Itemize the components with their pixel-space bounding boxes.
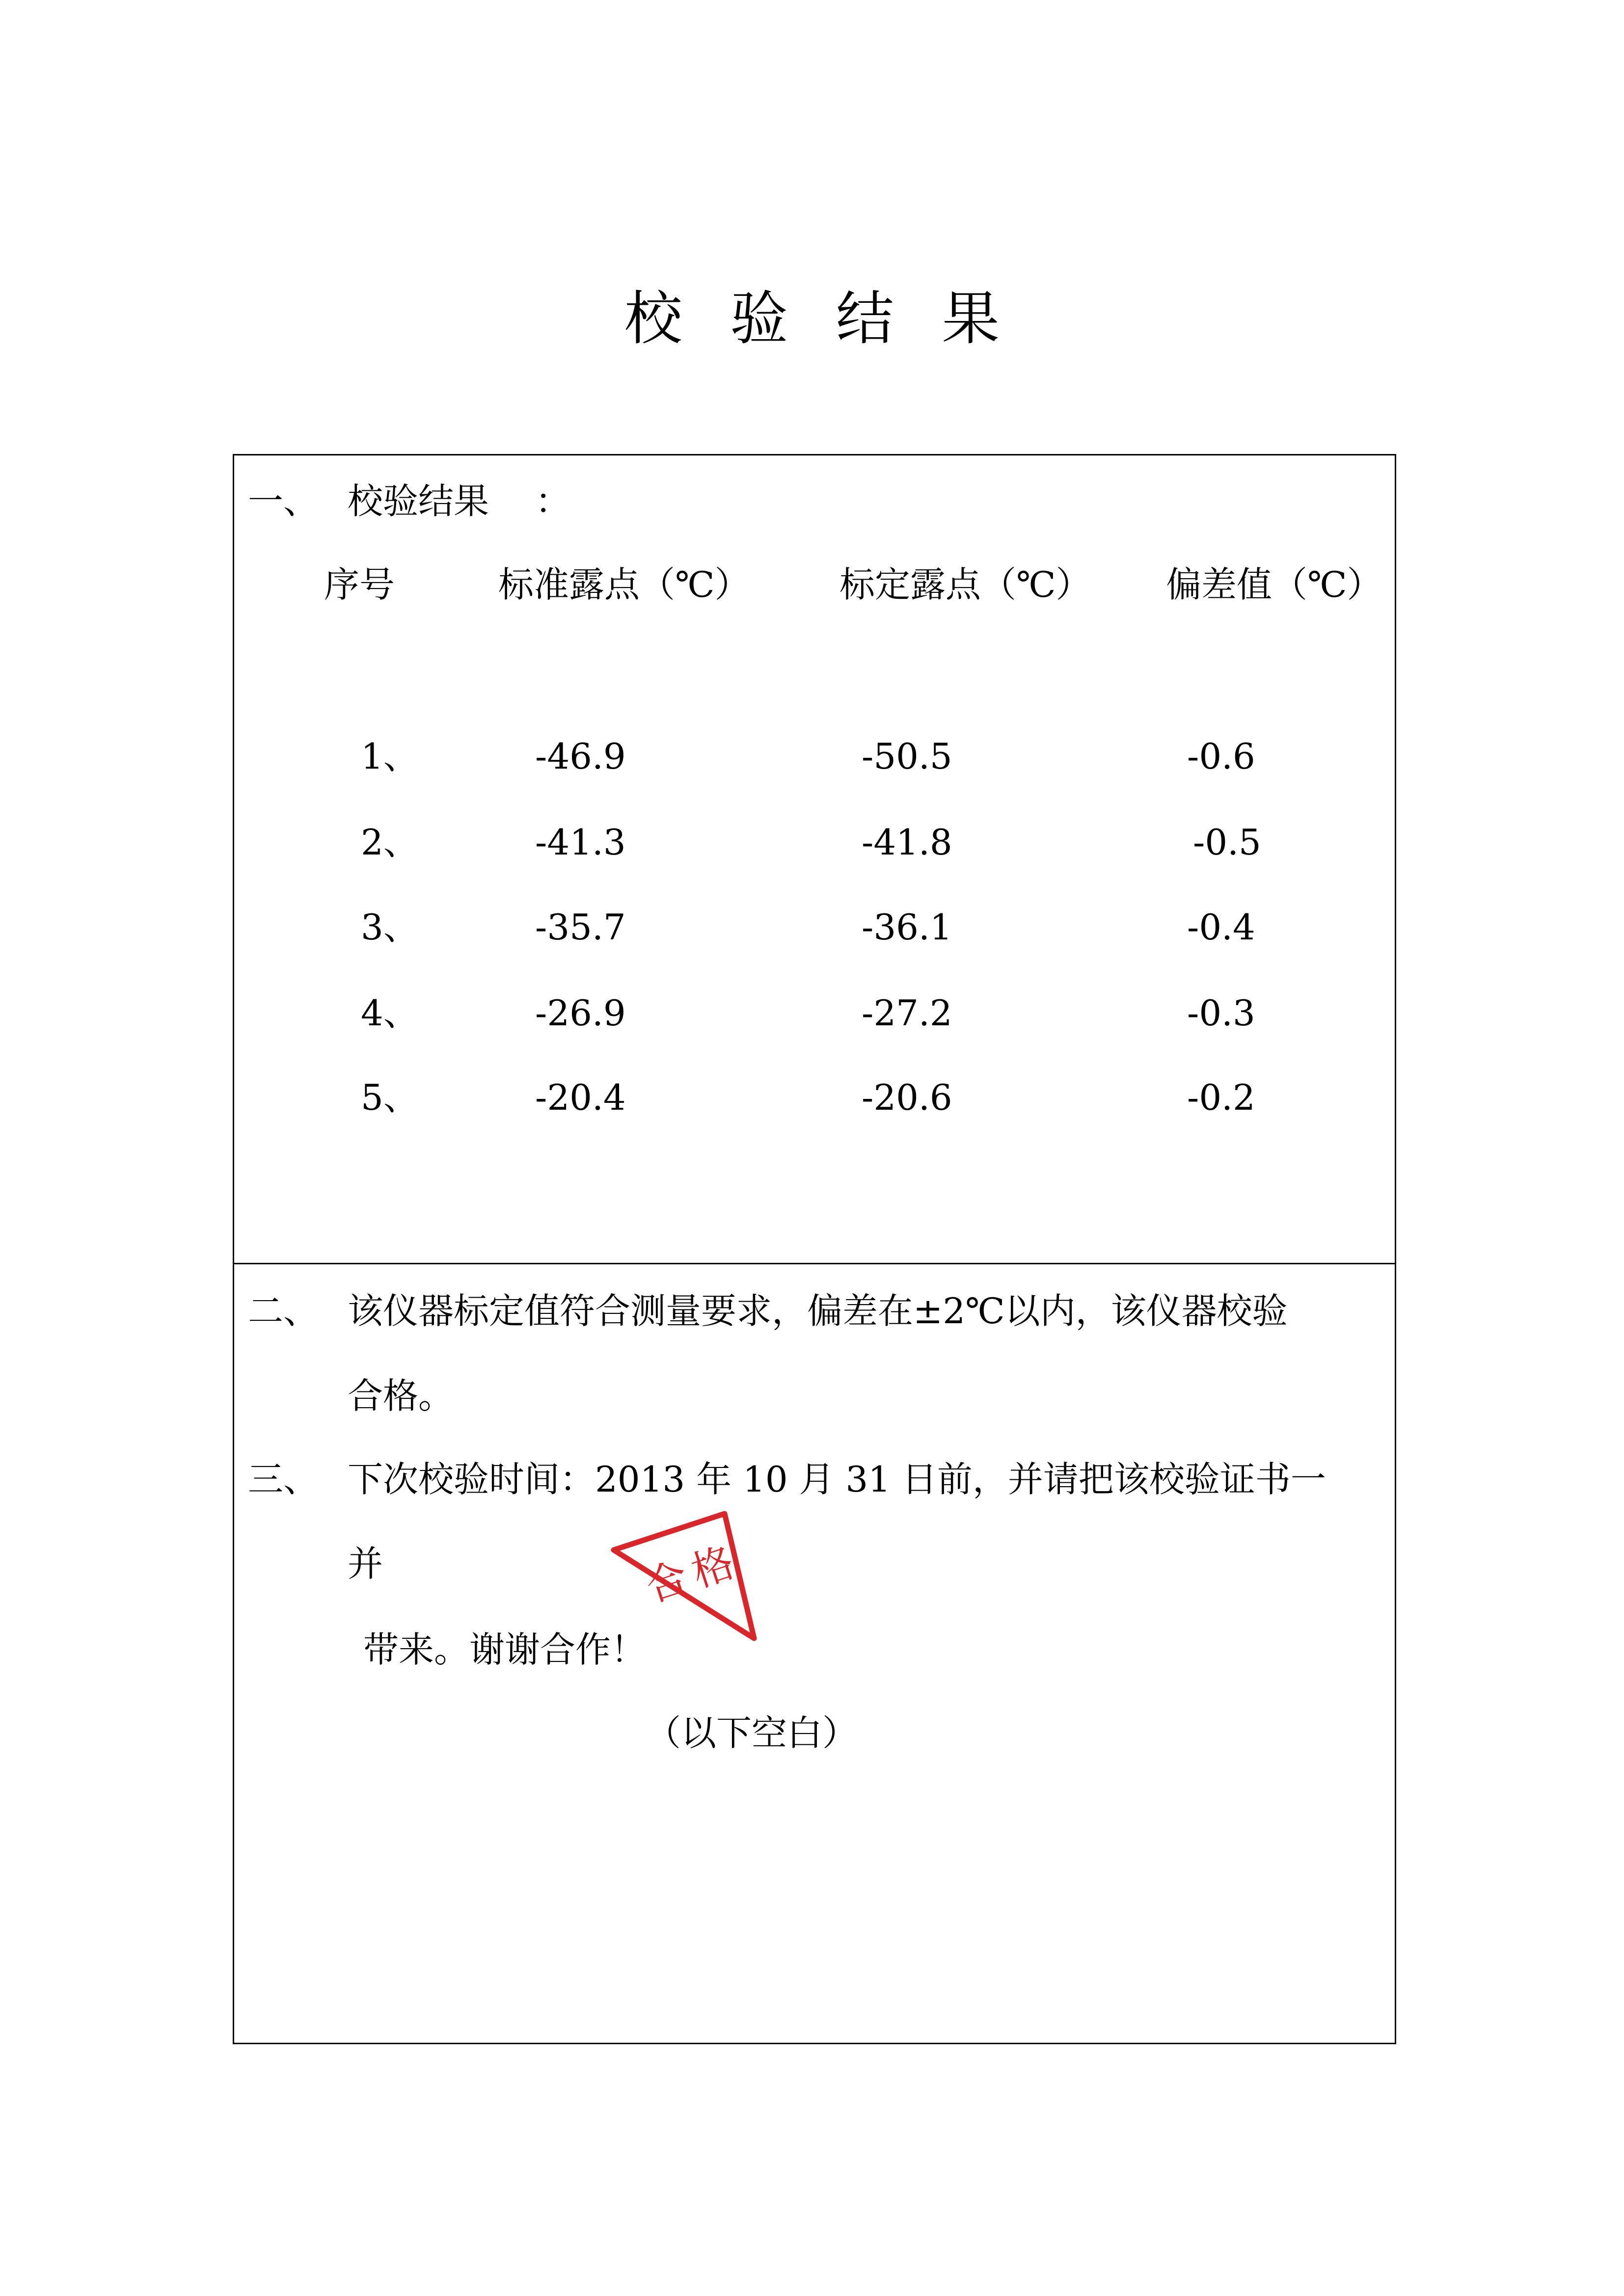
row-standard: -35.7 bbox=[535, 907, 626, 948]
section-divider bbox=[233, 1263, 1396, 1264]
page-title bbox=[0, 285, 1624, 352]
row-deviation: -0.3 bbox=[1187, 992, 1255, 1034]
title-char: 校 bbox=[624, 285, 682, 352]
row-index: 5、 bbox=[361, 1077, 419, 1118]
column-header-index: 序号 bbox=[324, 564, 395, 605]
blank-note: （以下空白） bbox=[646, 1712, 858, 1754]
row-index: 3、 bbox=[361, 907, 419, 948]
row-standard: -46.9 bbox=[535, 736, 626, 777]
section2-marker: 二、 bbox=[248, 1290, 319, 1332]
section3-line1: 下次校验时间：2013 年 10 月 31 日前，并请把该校验证书一 bbox=[348, 1459, 1326, 1500]
svg-text:合格: 合格 bbox=[640, 1536, 747, 1612]
row-calibrated: -20.6 bbox=[862, 1077, 952, 1118]
section1-marker: 一、 bbox=[248, 481, 319, 522]
row-deviation: -0.4 bbox=[1187, 907, 1255, 948]
qualified-stamp bbox=[607, 1510, 769, 1642]
title-char: 验 bbox=[730, 285, 788, 352]
column-header-standard: 标准露点（℃） bbox=[498, 564, 750, 605]
column-header-deviation: 偏差值（℃） bbox=[1166, 564, 1382, 605]
row-index: 4、 bbox=[361, 992, 419, 1034]
section3-line3: 带来。谢谢合作！ bbox=[363, 1629, 647, 1670]
row-standard: -41.3 bbox=[535, 822, 626, 863]
row-deviation: -0.2 bbox=[1187, 1077, 1255, 1118]
row-deviation: -0.6 bbox=[1187, 736, 1255, 777]
row-standard: -20.4 bbox=[535, 1077, 626, 1118]
title-char: 果 bbox=[942, 285, 1000, 352]
row-calibrated: -50.5 bbox=[862, 736, 952, 777]
row-calibrated: -41.8 bbox=[862, 822, 952, 863]
row-index: 2、 bbox=[361, 822, 419, 863]
section2-line2: 合格。 bbox=[348, 1375, 454, 1416]
row-standard: -26.9 bbox=[535, 992, 626, 1034]
section1-colon: ： bbox=[535, 481, 571, 522]
section1-heading: 校验结果 bbox=[348, 481, 489, 522]
title-char: 结 bbox=[836, 285, 894, 352]
column-header-calibrated: 标定露点（℃） bbox=[839, 564, 1091, 605]
section3-marker: 三、 bbox=[248, 1459, 319, 1500]
results-frame bbox=[233, 454, 1396, 2044]
row-calibrated: -36.1 bbox=[862, 907, 952, 948]
row-deviation: -0.5 bbox=[1193, 822, 1261, 863]
row-index: 1、 bbox=[361, 736, 419, 777]
section3-line2: 并 bbox=[348, 1543, 383, 1584]
row-calibrated: -27.2 bbox=[862, 992, 952, 1034]
section2-line1: 该仪器标定值符合测量要求，偏差在±2℃以内，该仪器校验 bbox=[348, 1290, 1288, 1332]
